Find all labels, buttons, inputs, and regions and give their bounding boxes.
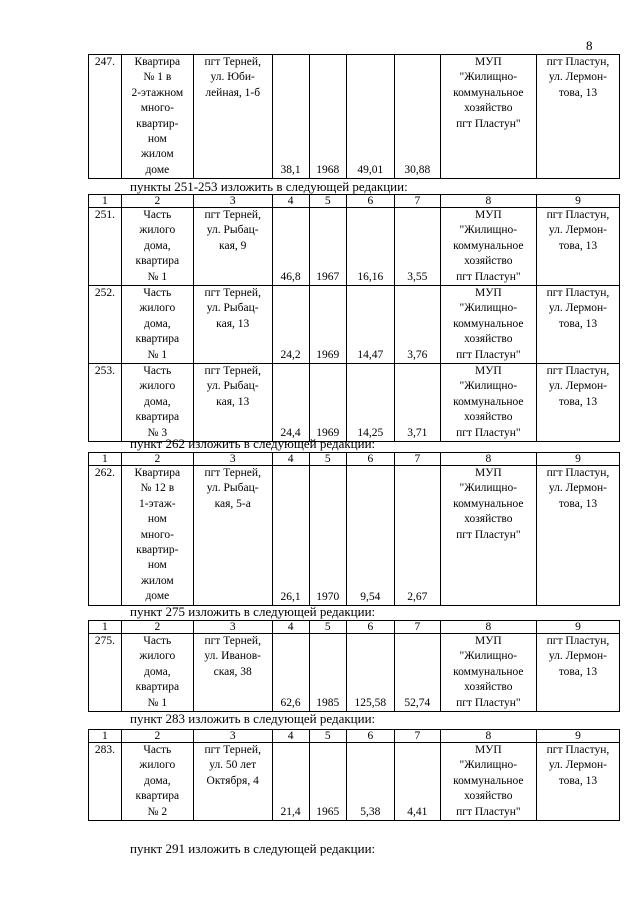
holder-location: пгт Пластун, ул. Лермон- това, 13 bbox=[536, 466, 619, 606]
holder-location: пгт Пластун, ул. Лермон- това, 13 bbox=[536, 55, 619, 179]
column-number: 5 bbox=[309, 453, 346, 466]
column-number: 6 bbox=[346, 453, 394, 466]
table-row bbox=[89, 286, 620, 364]
row-number: 252. bbox=[89, 286, 122, 364]
year-value: 1969 bbox=[309, 286, 346, 364]
column-number-row bbox=[89, 453, 620, 466]
table-row bbox=[89, 743, 620, 821]
area-value: 62,6 bbox=[272, 634, 309, 712]
column-number: 5 bbox=[309, 621, 346, 634]
holder-location: пгт Пластун, ул. Лермон- това, 13 bbox=[536, 364, 619, 442]
column-number: 6 bbox=[346, 730, 394, 743]
column-number: 8 bbox=[440, 730, 536, 743]
year-value: 1969 bbox=[309, 364, 346, 442]
column-number: 1 bbox=[89, 453, 122, 466]
year-value: 1985 bbox=[309, 634, 346, 712]
final-instruction: пункт 291 изложить в следующей редакции: bbox=[130, 841, 376, 856]
column-number: 7 bbox=[394, 730, 440, 743]
table-row bbox=[89, 364, 620, 442]
object-address: пгт Терней, ул. Юби- лейная, 1-б bbox=[193, 55, 272, 179]
col6-value: 49,01 bbox=[346, 55, 394, 179]
col7-value: 4,41 bbox=[394, 743, 440, 821]
holder-location: пгт Пластун, ул. Лермон- това, 13 bbox=[536, 743, 619, 821]
column-number: 9 bbox=[536, 195, 619, 208]
row-number: 262. bbox=[89, 466, 122, 606]
year-value: 1965 bbox=[309, 743, 346, 821]
column-number: 9 bbox=[536, 453, 619, 466]
object-name: Часть жилого дома, квартира № 3 bbox=[121, 364, 193, 442]
column-number: 7 bbox=[394, 621, 440, 634]
holder-location: пгт Пластун, ул. Лермон- това, 13 bbox=[536, 286, 619, 364]
holder-name: МУП "Жилищно- коммунальное хозяйство пгт Пластун" bbox=[440, 743, 536, 821]
table-row bbox=[89, 55, 620, 179]
column-number: 7 bbox=[394, 453, 440, 466]
object-address: пгт Терней, ул. Рыбац- кая, 13 bbox=[193, 364, 272, 442]
amendment-instruction: пункт 262 изложить в следующей редакции: bbox=[130, 436, 376, 451]
column-number: 1 bbox=[89, 621, 122, 634]
area-value: 24,2 bbox=[272, 286, 309, 364]
column-number: 6 bbox=[346, 621, 394, 634]
object-name: Часть жилого дома, квартира № 1 bbox=[121, 208, 193, 286]
holder-name: МУП "Жилищно- коммунальное хозяйство пгт Пластун" bbox=[440, 55, 536, 179]
area-value: 38,1 bbox=[272, 55, 309, 179]
amendment-instruction: пункт 275 изложить в следующей редакции: bbox=[130, 604, 376, 619]
column-number: 3 bbox=[193, 453, 272, 466]
object-name: Часть жилого дома, квартира № 1 bbox=[121, 634, 193, 712]
registry-table-247 bbox=[88, 54, 620, 179]
object-name: Квартира № 1 в 2-этажном много- квартир- ном жилом доме bbox=[121, 55, 193, 179]
year-value: 1970 bbox=[309, 466, 346, 606]
table-row bbox=[89, 208, 620, 286]
column-number: 8 bbox=[440, 195, 536, 208]
column-number: 1 bbox=[89, 730, 122, 743]
area-value: 24,4 bbox=[272, 364, 309, 442]
column-number: 2 bbox=[121, 621, 193, 634]
amendment-instruction: пункт 283 изложить в следующей редакции: bbox=[130, 711, 376, 726]
col7-value: 52,74 bbox=[394, 634, 440, 712]
col7-value: 3,76 bbox=[394, 286, 440, 364]
object-address: пгт Терней, ул. Иванов- ская, 38 bbox=[193, 634, 272, 712]
table-row bbox=[89, 634, 620, 712]
registry-table-275 bbox=[88, 620, 620, 712]
col6-value: 5,38 bbox=[346, 743, 394, 821]
row-number: 247. bbox=[89, 55, 122, 179]
column-number: 8 bbox=[440, 621, 536, 634]
column-number: 4 bbox=[272, 195, 309, 208]
holder-name: МУП "Жилищно- коммунальное хозяйство пгт Пластун" bbox=[440, 634, 536, 712]
col7-value: 3,71 bbox=[394, 364, 440, 442]
column-number: 2 bbox=[121, 453, 193, 466]
column-number: 1 bbox=[89, 195, 122, 208]
registry-table-251-253 bbox=[88, 194, 620, 442]
column-number: 9 bbox=[536, 621, 619, 634]
column-number: 2 bbox=[121, 195, 193, 208]
column-number: 5 bbox=[309, 195, 346, 208]
row-number: 283. bbox=[89, 743, 122, 821]
col6-value: 14,47 bbox=[346, 286, 394, 364]
holder-location: пгт Пластун, ул. Лермон- това, 13 bbox=[536, 634, 619, 712]
object-address: пгт Терней, ул. Рыбац- кая, 13 bbox=[193, 286, 272, 364]
object-address: пгт Терней, ул. 50 лет Октября, 4 bbox=[193, 743, 272, 821]
object-address: пгт Терней, ул. Рыбац- кая, 5-а bbox=[193, 466, 272, 606]
area-value: 21,4 bbox=[272, 743, 309, 821]
col7-value: 30,88 bbox=[394, 55, 440, 179]
row-number: 275. bbox=[89, 634, 122, 712]
column-number: 8 bbox=[440, 453, 536, 466]
column-number: 6 bbox=[346, 195, 394, 208]
year-value: 1967 bbox=[309, 208, 346, 286]
column-number: 4 bbox=[272, 453, 309, 466]
column-number: 3 bbox=[193, 195, 272, 208]
area-value: 46,8 bbox=[272, 208, 309, 286]
row-number: 251. bbox=[89, 208, 122, 286]
page-number: 8 bbox=[586, 38, 593, 53]
column-number: 2 bbox=[121, 730, 193, 743]
col7-value: 2,67 bbox=[394, 466, 440, 606]
holder-location: пгт Пластун, ул. Лермон- това, 13 bbox=[536, 208, 619, 286]
column-number: 9 bbox=[536, 730, 619, 743]
object-name: Квартира № 12 в 1-этаж- ном много- квартир- ном жилом доме bbox=[121, 466, 193, 606]
object-address: пгт Терней, ул. Рыбац- кая, 9 bbox=[193, 208, 272, 286]
col6-value: 125,58 bbox=[346, 634, 394, 712]
col6-value: 16,16 bbox=[346, 208, 394, 286]
column-number: 5 bbox=[309, 730, 346, 743]
registry-table-262 bbox=[88, 452, 620, 606]
column-number-row bbox=[89, 195, 620, 208]
holder-name: МУП "Жилищно- коммунальное хозяйство пгт Пластун" bbox=[440, 466, 536, 606]
holder-name: МУП "Жилищно- коммунальное хозяйство пгт Пластун" bbox=[440, 208, 536, 286]
column-number-row bbox=[89, 730, 620, 743]
amendment-instruction: пункты 251-253 изложить в следующей редакции: bbox=[130, 179, 408, 194]
column-number: 3 bbox=[193, 621, 272, 634]
row-number: 253. bbox=[89, 364, 122, 442]
column-number-row bbox=[89, 621, 620, 634]
col6-value: 14,25 bbox=[346, 364, 394, 442]
holder-name: МУП "Жилищно- коммунальное хозяйство пгт Пластун" bbox=[440, 364, 536, 442]
col7-value: 3,55 bbox=[394, 208, 440, 286]
object-name: Часть жилого дома, квартира № 1 bbox=[121, 286, 193, 364]
area-value: 26,1 bbox=[272, 466, 309, 606]
object-name: Часть жилого дома, квартира № 2 bbox=[121, 743, 193, 821]
holder-name: МУП "Жилищно- коммунальное хозяйство пгт Пластун" bbox=[440, 286, 536, 364]
column-number: 3 bbox=[193, 730, 272, 743]
table-row bbox=[89, 466, 620, 606]
registry-table-283 bbox=[88, 729, 620, 821]
column-number: 4 bbox=[272, 730, 309, 743]
column-number: 4 bbox=[272, 621, 309, 634]
year-value: 1968 bbox=[309, 55, 346, 179]
col6-value: 9,54 bbox=[346, 466, 394, 606]
column-number: 7 bbox=[394, 195, 440, 208]
